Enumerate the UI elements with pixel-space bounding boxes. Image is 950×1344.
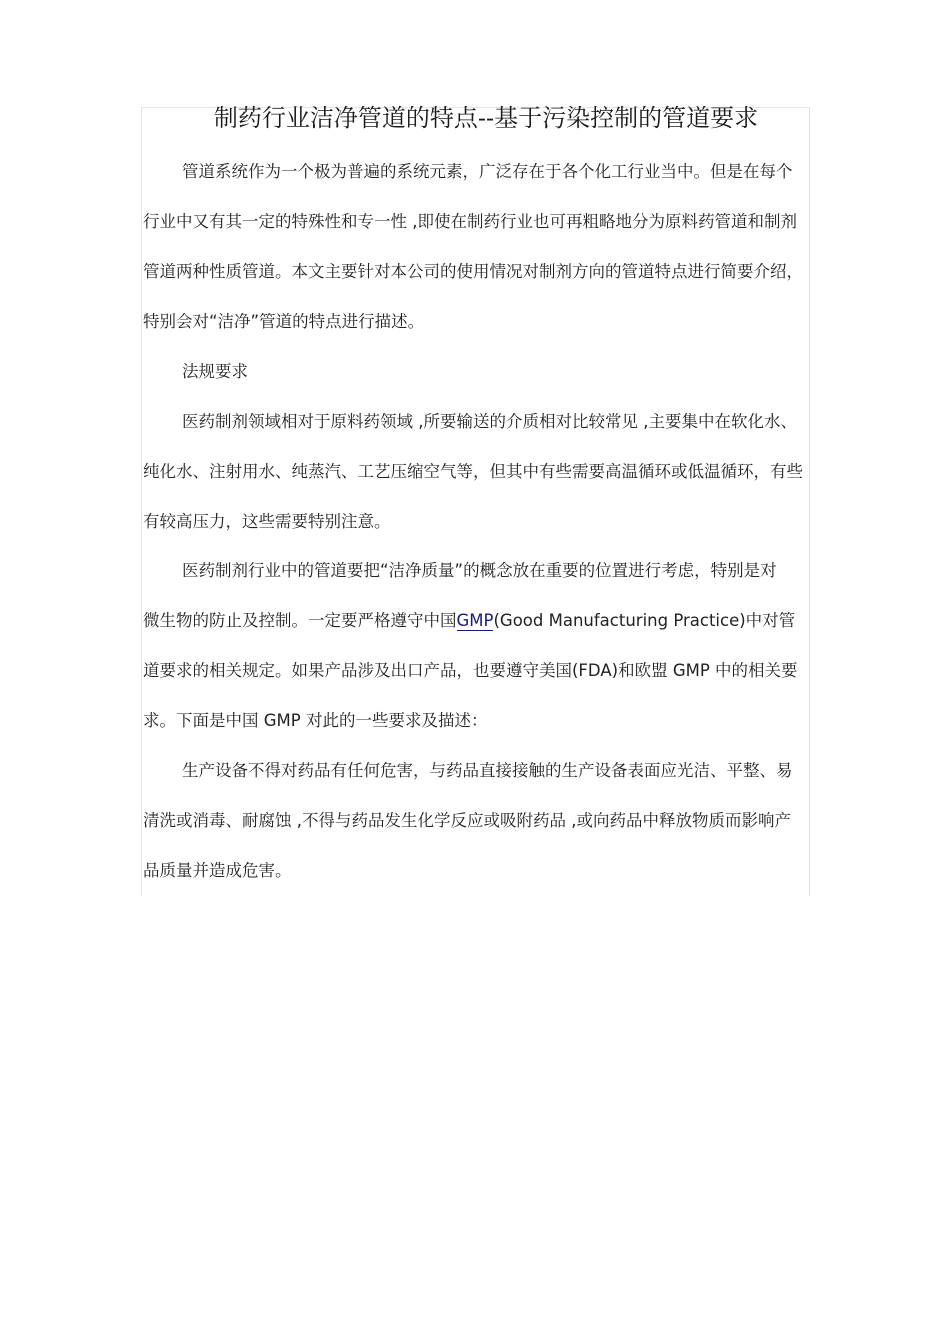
paragraph-1-line-3: 管道两种性质管道。本文主要针对本公司的使用情况对制剂方向的管道特点进行简要介绍， <box>143 262 803 281</box>
paragraph-2-line-3: 有较高压力，这些需要特别注意。 <box>143 512 391 531</box>
paragraph-4-line-3: 品质量并造成危害。 <box>143 861 292 880</box>
paragraph-3-line-2-text-before: 微生物的防止及控制。一定要严格遵守中国 <box>143 611 457 630</box>
paragraph-1-line-1: 管道系统作为一个极为普遍的系统元素，广泛存在于各个化工行业当中。但是在每个 <box>182 162 793 181</box>
paragraph-2-line-1: 医药制剂领域相对于原料药领域 ,所要输送的介质相对比较常见 ,主要集中在软化水、 <box>182 412 797 431</box>
paragraph-3-line-1: 医药制剂行业中的管道要把“洁净质量”的概念放在重要的位置进行考虑，特别是对 <box>182 561 777 580</box>
paragraph-3-line-2-text-after: (Good Manufacturing Practice)中对管 <box>493 611 796 630</box>
paragraph-4-line-1: 生产设备不得对药品有任何危害，与药品直接接触的生产设备表面应光洁、平整、易 <box>182 761 793 780</box>
paragraph-4-line-2: 清洗或消毒、耐腐蚀 ,不得与药品发生化学反应或吸附药品 ,或向药品中释放物质而影响产 <box>143 811 791 830</box>
section-heading-regulations: 法规要求 <box>182 362 248 381</box>
paragraph-3-line-3: 道要求的相关规定。如果产品涉及出口产品，也要遵守美国(FDA)和欧盟 GMP 中的相关要 <box>143 661 798 680</box>
paragraph-3-line-4: 求。下面是中国 GMP 对此的一些要求及描述： <box>143 711 488 730</box>
gmp-link[interactable]: GMP <box>456 611 494 630</box>
paragraph-3-line-2 <box>143 609 795 633</box>
paragraph-1-line-2: 行业中又有其一定的特殊性和专一性 ,即使在制药行业也可再粗略地分为原料药管道和制剂 <box>143 212 797 231</box>
paragraph-2-line-2: 纯化水、注射用水、纯蒸汽、工艺压缩空气等，但其中有些需要高温循环或低温循环，有些 <box>143 462 803 481</box>
paragraph-1-line-4: 特别会对“洁净”管道的特点进行描述。 <box>143 312 425 331</box>
document-title: 制药行业洁净管道的特点--基于污染控制的管道要求 <box>213 104 759 132</box>
